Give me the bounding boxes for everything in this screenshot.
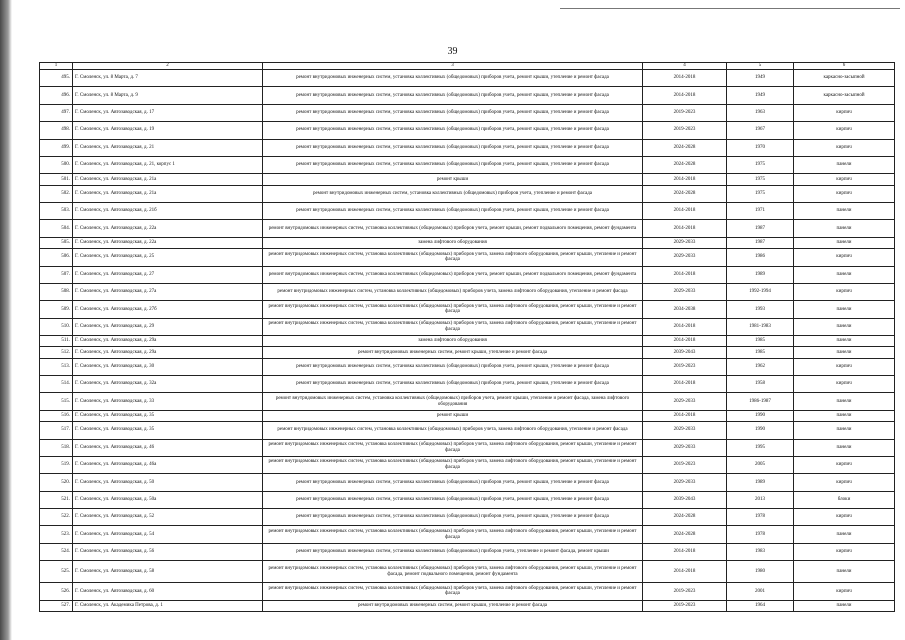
table-row [40,456,895,473]
works-cell: ремонт внутридомовых инженерных систем, установка коллективных (общедомовых) приборов учета, ремонт крыши, утепление и ремонт фасада [263,139,643,156]
works-cell: ремонт внутридомовых инженерных систем, установка коллективных (общедомовых) приборов учета, замена лифтового оборудования, утепление и ремонт фасада [263,422,643,439]
address-cell: Г. Смоленск, ул. Автозаводская, д. 46 [73,439,263,456]
build-year-cell: 1970 [727,139,794,156]
address-cell: Г. Смоленск, ул. Автозаводская, д. 21б [73,203,263,220]
build-year-cell: 1987 [727,220,794,237]
wall-material-cell: каркасно-засыпной [794,70,895,87]
wall-material-cell: кирпич [794,185,895,202]
row-number: 498. [40,122,73,139]
table-row [40,249,895,266]
period-cell: 2014-2018 [643,203,727,220]
period-cell: 2014-2018 [643,87,727,104]
build-year-cell: 1949 [727,70,794,87]
address-cell: Г. Смоленск, ул. Автозаводская, д. 29а [73,347,263,358]
period-cell: 2039-2043 [643,491,727,508]
wall-material-cell: кирпич [794,139,895,156]
build-year-cell: 1971 [727,203,794,220]
period-cell: 2029-2033 [643,237,727,248]
build-year-cell: 1967 [727,122,794,139]
build-year-cell: 1993 [727,301,794,318]
wall-material-cell: кирпич [794,376,895,393]
row-number: 502. [40,185,73,202]
period-cell: 2029-2033 [643,422,727,439]
period-cell: 2014-2018 [643,70,727,87]
wall-material-cell: панели [794,561,895,583]
address-cell: Г. Смоленск, ул. Автозаводская, д. 27 [73,266,263,283]
build-year-cell: 2013 [727,491,794,508]
build-year-cell: 1987 [727,237,794,248]
table-row [40,583,895,600]
build-year-cell: 1975 [727,185,794,202]
table-row [40,474,895,491]
works-cell: ремонт внутридомовых инженерных систем, установка коллективных (общедомовых) приборов учета, ремонт крыши, утепление и ремонт фасада [263,203,643,220]
works-cell: ремонт внутридомовых инженерных систем, установка коллективных (общедомовых) приборов учета, ремонт крыши, утепление и ремонт фасада [263,87,643,104]
period-cell: 2014-2018 [643,318,727,335]
build-year-cell: 1989 [727,474,794,491]
wall-material-cell: кирпич [794,283,895,300]
build-year-cell: 1983 [727,543,794,560]
table-row [40,220,895,237]
works-cell: ремонт крыши [263,410,643,421]
row-number: 496. [40,87,73,104]
row-number: 508. [40,283,73,300]
row-number: 516. [40,410,73,421]
build-year-cell: 1990 [727,422,794,439]
address-cell: Г. Смоленск, ул. Автозаводская, д. 19 [73,122,263,139]
works-cell: ремонт внутридомовых инженерных систем, установка коллективных (общедомовых) приборов учета, ремонт крыши, утепление и ремонт фасада [263,70,643,87]
table-row [40,266,895,283]
address-cell: Г. Смоленск, ул. 8 Марта, д. 7 [73,70,263,87]
works-cell: ремонт внутридомовых инженерных систем, установка коллективных (общедомовых) приборов учета, ремонт крыши, утепление и ремонт фасада [263,376,643,393]
row-number: 519. [40,456,73,473]
address-cell: Г. Смоленск, ул. Автозаводская, д. 22а [73,237,263,248]
row-number: 495. [40,70,73,87]
row-number: 497. [40,104,73,121]
works-cell: замена лифтового оборудования [263,237,643,248]
wall-material-cell: панели [794,600,895,611]
period-cell: 2019-2023 [643,122,727,139]
table-row [40,543,895,560]
works-cell: ремонт внутридомовых инженерных систем, установка коллективных (общедомовых) приборов учета, ремонт крыши, утепление и ремонт фасада [263,104,643,121]
column-number: 2 [73,63,263,70]
table-row [40,561,895,583]
table-row [40,491,895,508]
wall-material-cell: панели [794,301,895,318]
build-year-cell: 1964 [727,600,794,611]
row-number: 520. [40,474,73,491]
row-number: 511. [40,336,73,347]
address-cell: Г. Смоленск, ул. Автозаводская, д. 56 [73,543,263,560]
address-cell: Г. Смоленск, ул. Автозаводская, д. 46а [73,456,263,473]
wall-material-cell: панели [794,237,895,248]
period-cell: 2024-2028 [643,509,727,526]
works-cell: ремонт внутридомовых инженерных систем, установка коллективных (общедомовых) приборов учета, замена лифтового оборудования, ремонт крыши, утепление и ремонт фасада [263,249,643,266]
works-cell: ремонт внутридомовых инженерных систем, установка коллективных (общедомовых) приборов учета, замена лифтового оборудования, ремонт крыши, утепление и ремонт фасада [263,318,643,335]
table-row [40,376,895,393]
address-cell: Г. Смоленск, ул. Автозаводская, д. 33 [73,393,263,410]
address-cell: Г. Смоленск, ул. Автозаводская, д. 22а [73,220,263,237]
build-year-cell: 1963 [727,104,794,121]
wall-material-cell: каркасно-засыпной [794,87,895,104]
period-cell: 2014-2018 [643,336,727,347]
build-year-cell: 2001 [727,583,794,600]
works-cell: ремонт внутридомовых инженерных систем, ремонт крыши, утепление и ремонт фасада [263,347,643,358]
period-cell: 2019-2023 [643,358,727,375]
wall-material-cell: кирпич [794,509,895,526]
table-row [40,185,895,202]
address-cell: Г. Смоленск, ул. Автозаводская, д. 21а [73,185,263,202]
row-number: 518. [40,439,73,456]
table-row [40,139,895,156]
wall-material-cell: панели [794,266,895,283]
wall-material-cell: панели [794,393,895,410]
wall-material-cell: кирпич [794,104,895,121]
wall-material-cell: панели [794,336,895,347]
build-year-cell: 1958 [727,376,794,393]
build-year-cell: 1990 [727,410,794,421]
table-row [40,104,895,121]
row-number: 514. [40,376,73,393]
works-cell: ремонт крыши [263,174,643,185]
works-cell: ремонт внутридомовых инженерных систем, установка коллективных (общедомовых) приборов учета, ремонт крыши, утепление и ремонт фасада, замена лифтового оборудования [263,393,643,410]
period-cell: 2014-2018 [643,543,727,560]
address-cell: Г. Смоленск, ул. Автозаводская, д. 32а [73,376,263,393]
address-cell: Г. Смоленск, ул. Автозаводская, д. 60 [73,583,263,600]
row-number: 501. [40,174,73,185]
wall-material-cell: панели [794,156,895,173]
build-year-cell: 2005 [727,456,794,473]
wall-material-cell: панели [794,220,895,237]
row-number: 510. [40,318,73,335]
period-cell: 2029-2033 [643,283,727,300]
wall-material-cell: кирпич [794,583,895,600]
column-number: 4 [643,63,727,70]
period-cell: 2029-2033 [643,439,727,456]
works-cell: замена лифтового оборудования [263,336,643,347]
works-cell: ремонт внутридомовых инженерных систем, установка коллективных (общедомовых) приборов учета, замена лифтового оборудования, ремонт крыши, утепление и ремонт фасада, ремонт подвального помещения, ремонт фундамента [263,561,643,583]
table-row [40,509,895,526]
build-year-cell: 1978 [727,509,794,526]
period-cell: 2029-2033 [643,474,727,491]
period-cell: 2014-2018 [643,376,727,393]
row-number: 517. [40,422,73,439]
table-row [40,439,895,456]
address-cell: Г. Смоленск, ул. Автозаводская, д. 25 [73,249,263,266]
wall-material-cell: панели [794,203,895,220]
column-number: 5 [727,63,794,70]
wall-material-cell: кирпич [794,474,895,491]
table-row [40,393,895,410]
table-row [40,237,895,248]
period-cell: 2019-2023 [643,456,727,473]
row-number: 505. [40,237,73,248]
address-cell: Г. Смоленск, ул. Автозаводская, д. 35 [73,410,263,421]
period-cell: 2034-2038 [643,301,727,318]
row-number: 513. [40,358,73,375]
wall-material-cell: кирпич [794,456,895,473]
row-number: 504. [40,220,73,237]
row-number: 525. [40,561,73,583]
table-row [40,301,895,318]
period-cell: 2024-2028 [643,139,727,156]
build-year-cell: 1989 [727,266,794,283]
table-row [40,174,895,185]
table-row [40,203,895,220]
row-number: 521. [40,491,73,508]
row-number: 515. [40,393,73,410]
wall-material-cell: блоки [794,491,895,508]
period-cell: 2019-2023 [643,583,727,600]
page-number: 39 [447,46,458,57]
address-cell: Г. Смоленск, ул. Автозаводская, д. 50а [73,491,263,508]
column-number-row [40,63,895,70]
wall-material-cell: панели [794,347,895,358]
row-number: 499. [40,139,73,156]
wall-material-cell: панели [794,318,895,335]
build-year-cell: 1986-1987 [727,393,794,410]
table-row [40,156,895,173]
works-cell: ремонт внутридомовых инженерных систем, установка коллективных (общедомовых) приборов учета, замена лифтового оборудования, утепление и ремонт фасада [263,283,643,300]
table-row [40,410,895,421]
row-number: 500. [40,156,73,173]
row-number: 509. [40,301,73,318]
row-number: 506. [40,249,73,266]
address-cell: Г. Смоленск, ул. Автозаводская, д. 35 [73,422,263,439]
address-cell: Г. Смоленск, ул. Автозаводская, д. 29а [73,336,263,347]
build-year-cell: 1949 [727,87,794,104]
table-row [40,600,895,611]
build-year-cell: 1975 [727,156,794,173]
period-cell: 2024-2028 [643,156,727,173]
table-row [40,358,895,375]
works-cell: ремонт внутридомовых инженерных систем, установка коллективных (общедомовых) приборов учета, ремонт крыши, утепление и ремонт фасада [263,474,643,491]
row-number: 503. [40,203,73,220]
scan-top-line [560,8,900,9]
period-cell: 2024-2028 [643,526,727,543]
period-cell: 2014-2018 [643,266,727,283]
table-row [40,526,895,543]
address-cell: Г. Смоленск, ул. Автозаводская, д. 17 [73,104,263,121]
wall-material-cell: панели [794,410,895,421]
period-cell: 2024-2028 [643,185,727,202]
build-year-cell: 1992-1994 [727,283,794,300]
build-year-cell: 1980 [727,561,794,583]
build-year-cell: 1978 [727,526,794,543]
works-cell: ремонт внутридомовых инженерных систем, ремонт крыши, утепление и ремонт фасада [263,600,643,611]
row-number: 527. [40,600,73,611]
period-cell: 2019-2023 [643,104,727,121]
period-cell: 2019-2023 [643,600,727,611]
row-number: 523. [40,526,73,543]
table-row [40,422,895,439]
wall-material-cell: кирпич [794,543,895,560]
works-cell: ремонт внутридомовых инженерных систем, установка коллективных (общедомовых) приборов учета, ремонт крыши, утепление и ремонт фасада [263,491,643,508]
address-cell: Г. Смоленск, ул. 8 Марта, д. 9 [73,87,263,104]
wall-material-cell: панели [794,422,895,439]
address-cell: Г. Смоленск, ул. Автозаводская, д. 27б [73,301,263,318]
works-cell: ремонт внутридомовых инженерных систем, установка коллективных (общедомовых) приборов учета, замена лифтового оборудования, ремонт крыши, утепление и ремонт фасада [263,526,643,543]
period-cell: 2014-2018 [643,174,727,185]
address-cell: Г. Смоленск, ул. Автозаводская, д. 27а [73,283,263,300]
period-cell: 2014-2018 [643,561,727,583]
works-cell: ремонт внутридомовых инженерных систем, установка коллективных (общедомовых) приборов учета, утепление и ремонт фасада, ремонт крыши [263,543,643,560]
works-cell: ремонт внутридомовых инженерных систем, установка коллективных (общедомовых) приборов учета, ремонт крыши, утепление и ремонт фасада [263,509,643,526]
works-cell: ремонт внутридомовых инженерных систем, установка коллективных (общедомовых) приборов учета, ремонт крыши, утепление и ремонт фасада [263,122,643,139]
address-cell: Г. Смоленск, ул. Автозаводская, д. 58 [73,561,263,583]
works-cell: ремонт внутридомовых инженерных систем, установка коллективных (общедомовых) приборов учета, ремонт крыши, утепление и ремонт фасада [263,156,643,173]
works-cell: ремонт внутридомовых инженерных систем, установка коллективных (общедомовых) приборов учета, замена лифтового оборудования, ремонт крыши, утепление и ремонт фасада [263,456,643,473]
table-row [40,283,895,300]
build-year-cell: 1995 [727,439,794,456]
row-number: 524. [40,543,73,560]
address-cell: Г. Смоленск, ул. Автозаводская, д. 54 [73,526,263,543]
works-cell: ремонт внутридомовых инженерных систем, установка коллективных (общедомовых) приборов учета, ремонт крыши, ремонт подвального помещения, ремонт фундамента [263,266,643,283]
address-cell: Г. Смоленск, ул. Автозаводская, д. 30 [73,358,263,375]
row-number: 507. [40,266,73,283]
works-cell: ремонт внутридомовых инженерных систем, установка коллективных (общедомовых) приборов учета, утепление и ремонт фасада [263,185,643,202]
wall-material-cell: кирпич [794,249,895,266]
table-row [40,336,895,347]
works-cell: ремонт внутридомовых инженерных систем, установка коллективных (общедомовых) приборов учета, ремонт крыши, утепление и ремонт фасада [263,358,643,375]
row-number: 522. [40,509,73,526]
table-row [40,70,895,87]
build-year-cell: 1962 [727,358,794,375]
table-row [40,318,895,335]
address-cell: Г. Смоленск, ул. Автозаводская, д. 21, корпус 1 [73,156,263,173]
column-number: 3 [263,63,643,70]
scan-left-edge [0,0,12,640]
works-cell: ремонт внутридомовых инженерных систем, установка коллективных (общедомовых) приборов учета, замена лифтового оборудования, ремонт крыши, утепление и ремонт фасада [263,439,643,456]
address-cell: Г. Смоленск, ул. Автозаводская, д. 21 [73,139,263,156]
works-cell: ремонт внутридомовых инженерных систем, установка коллективных (общедомовых) приборов учета, замена лифтового оборудования, ремонт крыши, утепление и ремонт фасада [263,301,643,318]
address-cell: Г. Смоленск, ул. Автозаводская, д. 50 [73,474,263,491]
address-cell: Г. Смоленск, ул. Автозаводская, д. 29 [73,318,263,335]
table-row [40,87,895,104]
period-cell: 2029-2033 [643,249,727,266]
table-row [40,122,895,139]
address-cell: Г. Смоленск, ул. Автозаводская, д. 21а [73,174,263,185]
wall-material-cell: панели [794,439,895,456]
period-cell: 2014-2018 [643,410,727,421]
address-cell: Г. Смоленск, ул. Академика Петрова, д. 1 [73,600,263,611]
period-cell: 2039-2043 [643,347,727,358]
build-year-cell: 1985 [727,347,794,358]
address-cell: Г. Смоленск, ул. Автозаводская, д. 52 [73,509,263,526]
period-cell: 2014-2018 [643,220,727,237]
build-year-cell: 1981-1983 [727,318,794,335]
column-number: 6 [794,63,895,70]
wall-material-cell: кирпич [794,122,895,139]
works-cell: ремонт внутридомовых инженерных систем, установка коллективных (общедомовых) приборов учета, замена лифтового оборудования, ремонт крыши, утепление и ремонт фасада [263,583,643,600]
build-year-cell: 1985 [727,336,794,347]
build-year-cell: 1986 [727,249,794,266]
build-year-cell: 1975 [727,174,794,185]
table-row [40,347,895,358]
period-cell: 2029-2033 [643,393,727,410]
wall-material-cell: панели [794,526,895,543]
column-number: 1 [40,63,73,70]
housing-repair-table [39,62,895,612]
wall-material-cell: кирпич [794,358,895,375]
wall-material-cell: кирпич [794,174,895,185]
works-cell: ремонт внутридомовых инженерных систем, установка коллективных (общедомовых) приборов учета, ремонт крыши, ремонт подвального помещения, ремонт фундамента [263,220,643,237]
row-number: 512. [40,347,73,358]
row-number: 526. [40,583,73,600]
